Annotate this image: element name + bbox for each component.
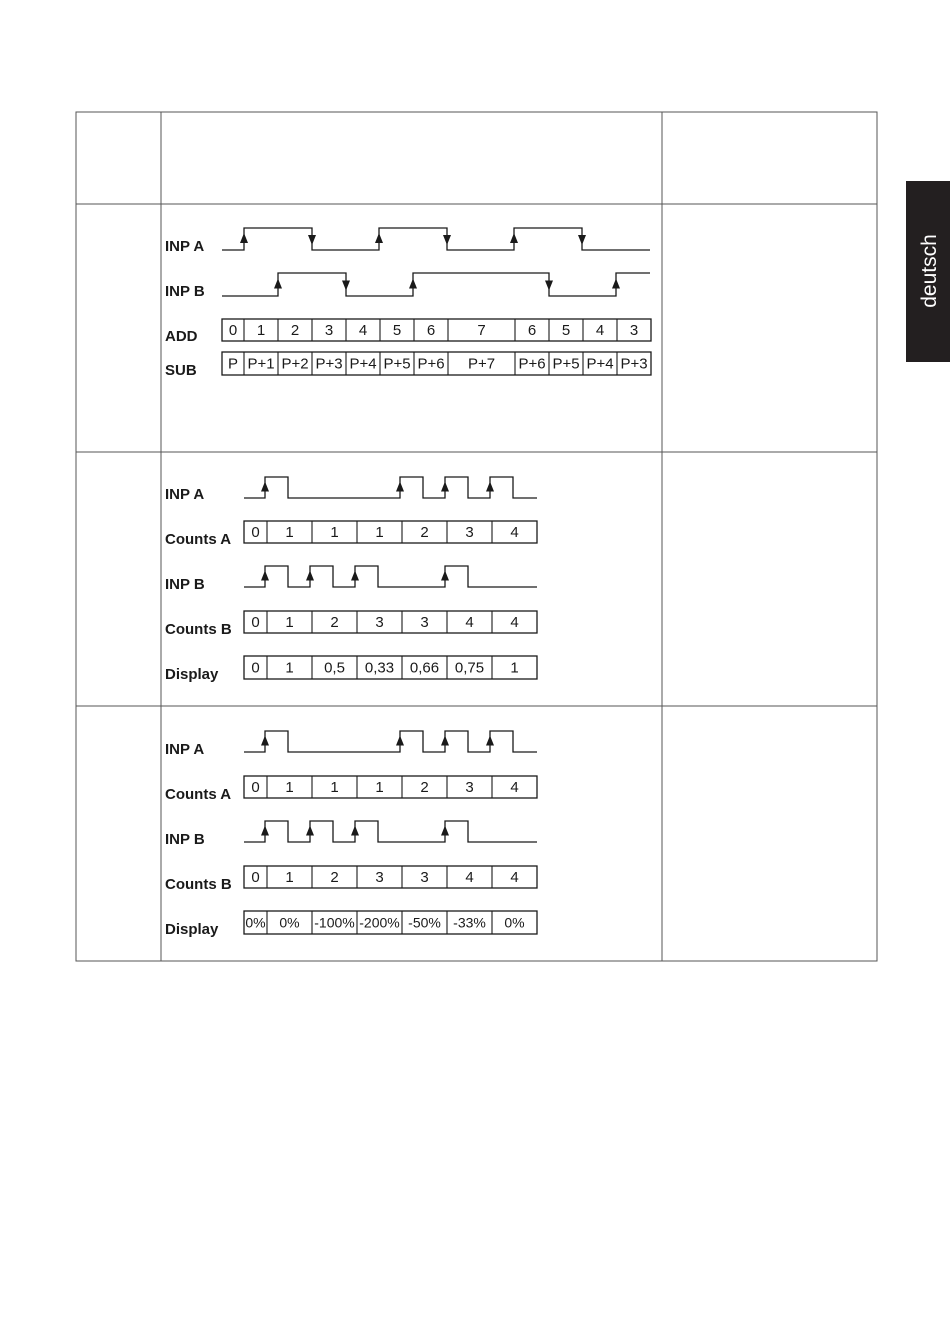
count-cell: -50% bbox=[408, 914, 441, 931]
count-cell: 1 bbox=[285, 869, 294, 886]
language-tab[interactable] bbox=[906, 181, 950, 362]
falling-edge-arrow-icon bbox=[342, 281, 350, 291]
count-cell: 4 bbox=[510, 614, 519, 631]
rising-edge-arrow-icon bbox=[441, 826, 449, 836]
count-cell: 4 bbox=[465, 869, 474, 886]
inp-a-label: INP A bbox=[165, 741, 205, 758]
inp-a-waveform bbox=[222, 228, 650, 250]
inp-a-waveform bbox=[244, 477, 537, 498]
count-cell: 1 bbox=[285, 659, 294, 677]
rising-edge-arrow-icon bbox=[261, 826, 269, 836]
signal-trace bbox=[222, 228, 650, 250]
add-sub-diagram bbox=[165, 228, 651, 379]
rising-edge-arrow-icon bbox=[441, 736, 449, 746]
count-cell: 0,75 bbox=[454, 659, 485, 677]
inp-a-label: INP A bbox=[165, 486, 205, 503]
count-cell: P+5 bbox=[552, 355, 580, 373]
sub-count-row bbox=[222, 352, 651, 375]
inp-b-label: INP B bbox=[165, 831, 205, 848]
language-tab-label: deutsch bbox=[918, 234, 941, 308]
rising-edge-arrow-icon bbox=[510, 233, 518, 243]
inp-b-label: INP B bbox=[165, 576, 205, 593]
count-cell: P+3 bbox=[315, 355, 343, 373]
rising-edge-arrow-icon bbox=[441, 482, 449, 492]
rising-edge-arrow-icon bbox=[306, 826, 314, 836]
count-cell: 0,33 bbox=[364, 659, 395, 677]
add-label: ADD bbox=[165, 328, 198, 345]
count-cell: 3 bbox=[375, 869, 384, 886]
falling-edge-arrow-icon bbox=[443, 235, 451, 245]
count-cell: P+2 bbox=[281, 355, 309, 373]
rising-edge-arrow-icon bbox=[261, 482, 269, 492]
count-cell: 6 bbox=[426, 322, 436, 339]
inp-b-waveform bbox=[222, 273, 650, 296]
signal-trace bbox=[244, 821, 537, 842]
rising-edge-arrow-icon bbox=[409, 279, 417, 289]
rising-edge-arrow-icon bbox=[441, 571, 449, 581]
rising-edge-arrow-icon bbox=[274, 279, 282, 289]
count-cell: 0 bbox=[251, 779, 260, 796]
count-cell: 1 bbox=[285, 779, 294, 796]
counts-a-row bbox=[244, 521, 537, 543]
count-cell: P+4 bbox=[586, 355, 614, 373]
percent-diagram bbox=[165, 731, 537, 938]
count-cell: P+3 bbox=[620, 355, 648, 373]
rising-edge-arrow-icon bbox=[612, 279, 620, 289]
count-cell: 0 bbox=[251, 869, 260, 886]
count-cell: 2 bbox=[330, 614, 339, 631]
count-cell: 1 bbox=[256, 322, 266, 339]
count-cell: 0,66 bbox=[409, 659, 440, 677]
count-cell: -33% bbox=[453, 914, 486, 931]
counts-b-label: Counts B bbox=[165, 876, 232, 893]
count-cell: 2 bbox=[330, 869, 339, 886]
rising-edge-arrow-icon bbox=[351, 826, 359, 836]
count-cell: P+7 bbox=[467, 355, 496, 373]
count-cell: 0% bbox=[504, 914, 525, 931]
signal-trace bbox=[222, 273, 650, 296]
count-cell: 1 bbox=[375, 524, 384, 541]
counts-b-row bbox=[244, 611, 537, 633]
count-cell: 2 bbox=[420, 524, 429, 541]
signal-trace bbox=[244, 477, 537, 498]
rising-edge-arrow-icon bbox=[375, 233, 383, 243]
rising-edge-arrow-icon bbox=[486, 736, 494, 746]
display-row bbox=[244, 656, 537, 679]
row-frame bbox=[222, 319, 651, 341]
count-cell: P+6 bbox=[417, 355, 445, 373]
counts-a-label: Counts A bbox=[165, 786, 232, 803]
count-cell: 2 bbox=[290, 322, 300, 339]
count-cell: 1 bbox=[285, 524, 294, 541]
count-cell: 0 bbox=[228, 322, 238, 339]
signal-trace bbox=[244, 731, 537, 752]
rising-edge-arrow-icon bbox=[396, 736, 404, 746]
rising-edge-arrow-icon bbox=[240, 233, 248, 243]
count-cell: 3 bbox=[420, 869, 429, 886]
rising-edge-arrow-icon bbox=[306, 571, 314, 581]
rising-edge-arrow-icon bbox=[261, 736, 269, 746]
count-cell: P+5 bbox=[383, 355, 411, 373]
display-label: Display bbox=[165, 666, 219, 683]
count-cell: 4 bbox=[465, 614, 474, 631]
count-cell: 0% bbox=[245, 914, 266, 931]
falling-edge-arrow-icon bbox=[578, 235, 586, 245]
rising-edge-arrow-icon bbox=[486, 482, 494, 492]
count-cell: 0 bbox=[251, 524, 260, 541]
count-cell: 1 bbox=[330, 524, 339, 541]
count-cell: P+4 bbox=[349, 355, 377, 373]
falling-edge-arrow-icon bbox=[545, 281, 553, 291]
count-cell: 0 bbox=[251, 659, 260, 677]
count-cell: 4 bbox=[510, 524, 519, 541]
count-cell: 4 bbox=[510, 779, 519, 796]
rising-edge-arrow-icon bbox=[396, 482, 404, 492]
inp-a-label: INP A bbox=[165, 238, 205, 255]
ratio-diagram bbox=[165, 477, 537, 683]
count-cell: P+1 bbox=[247, 355, 275, 373]
count-cell: 6 bbox=[527, 322, 537, 339]
count-cell: 5 bbox=[561, 322, 571, 339]
count-cell: 1 bbox=[375, 779, 384, 796]
count-cell: 2 bbox=[420, 779, 429, 796]
counts-b-row bbox=[244, 866, 537, 888]
count-cell: P+6 bbox=[518, 355, 546, 373]
display-row bbox=[244, 911, 537, 934]
count-cell: P bbox=[227, 355, 239, 373]
count-cell: 3 bbox=[629, 322, 639, 339]
rising-edge-arrow-icon bbox=[261, 571, 269, 581]
inp-b-waveform bbox=[244, 566, 537, 587]
add-count-row bbox=[222, 319, 651, 341]
count-cell: 1 bbox=[285, 614, 294, 631]
count-cell: -100% bbox=[314, 914, 355, 931]
count-cell: 3 bbox=[324, 322, 334, 339]
count-cell: 4 bbox=[358, 322, 368, 339]
rising-edge-arrow-icon bbox=[351, 571, 359, 581]
display-label: Display bbox=[165, 921, 219, 938]
inp-b-label: INP B bbox=[165, 283, 205, 300]
count-cell: 0,5 bbox=[324, 659, 345, 677]
count-cell: -200% bbox=[359, 914, 400, 931]
counts-b-label: Counts B bbox=[165, 621, 232, 638]
count-cell: 1 bbox=[330, 779, 339, 796]
falling-edge-arrow-icon bbox=[308, 235, 316, 245]
count-cell: 3 bbox=[465, 779, 474, 796]
count-cell: 0 bbox=[251, 614, 260, 631]
inp-b-waveform bbox=[244, 821, 537, 842]
counts-a-label: Counts A bbox=[165, 531, 232, 548]
signal-trace bbox=[244, 566, 537, 587]
inp-a-waveform bbox=[244, 731, 537, 752]
count-cell: 1 bbox=[510, 659, 519, 677]
count-cell: 3 bbox=[465, 524, 474, 541]
count-cell: 5 bbox=[392, 322, 402, 339]
count-cell: 7 bbox=[477, 322, 486, 339]
count-cell: 4 bbox=[595, 322, 605, 339]
counts-a-row bbox=[244, 776, 537, 798]
sub-label: SUB bbox=[165, 362, 197, 379]
count-cell: 4 bbox=[510, 869, 519, 886]
count-cell: 0% bbox=[279, 914, 300, 931]
count-cell: 3 bbox=[375, 614, 384, 631]
count-cell: 3 bbox=[420, 614, 429, 631]
